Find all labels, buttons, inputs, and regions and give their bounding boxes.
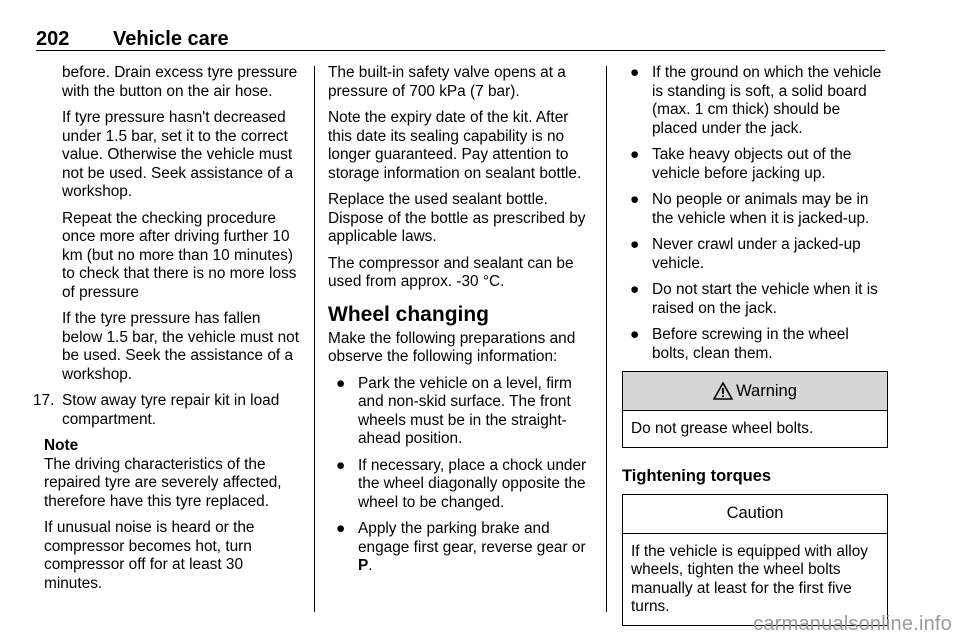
paragraph: If the tyre pressure has fallen below 1.5 bar, the vehicle must not be used. Seek the assistance of a workshop. [62,310,299,383]
list-item [622,281,888,318]
warning-triangle-icon [713,382,733,400]
step-number: 17. [33,392,55,409]
list-item-text: Before screwing in the wheel bolts, clean them. [652,326,849,362]
list-item-text: Never crawl under a jacked-up vehicle. [652,236,861,272]
list-item-text: If the ground on which the vehicle is standing is soft, a solid board (max. 1 cm thick) should be placed under the jack. [652,64,882,137]
paragraph: Replace the used sealant bottle. Dispose of the bottle as prescribed by applicable laws. [328,191,586,245]
list-item [328,520,594,576]
paragraph: If tyre pressure hasn't decreased under 1.5 bar, set it to the correct value. Otherwise the vehicle must not be used. Seek assistance of a workshop. [62,109,294,200]
paragraph: Note the expiry date of the kit. After this date its sealing capability is no longer guaranteed. Pay attention to storage information on sealant bottle. [328,109,582,182]
list-item-text: Take heavy objects out of the vehicle before jacking up. [652,146,852,182]
note-paragraph: The driving characteristics of the repaired tyre are severely affected, therefore have this tyre replaced. [44,455,282,510]
bullet-icon: ● [336,456,346,474]
bullet-icon: ● [630,64,640,81]
header-rule [36,50,885,51]
paragraph: The compressor and sealant can be used from approx. -30 °C. [328,254,574,290]
list-item [622,191,888,228]
page-header [36,28,886,50]
list-item [328,457,594,513]
list-item-text-end: . [368,557,373,574]
section-title: Vehicle care [113,28,229,50]
warning-box [622,371,888,448]
watermark: carmanualsonline.info [753,613,952,635]
step-text: Stow away tyre repair kit in load compartment. [62,392,280,428]
paragraph: before. Drain excess tyre pressure with the button on the air hose. [62,64,298,100]
caution-text: If the vehicle is equipped with alloy wheels, tighten the wheel bolts manually at least for the first five turns. [631,542,868,615]
bullet-icon: ● [630,281,640,298]
preparation-list [328,375,594,576]
heading-tightening-torques: Tightening torques [622,466,772,485]
gear-p-label: P [358,557,369,574]
bullet-icon: ● [630,146,640,163]
column-middle [328,64,594,584]
bullet-icon: ● [630,326,640,343]
list-item-text: If necessary, place a chock under the wheel diagonally opposite the wheel to be changed. [358,456,587,511]
step-17 [33,392,302,429]
caution-header [623,495,887,534]
caution-box [622,494,888,626]
safety-list [622,64,888,363]
list-item-text: No people or animals may be in the vehicle when it is jacked-up. [652,191,870,227]
note-title: Note [44,437,79,454]
list-item [622,326,888,363]
bullet-icon: ● [630,236,640,253]
heading-wheel-changing: Wheel changing [328,302,490,326]
column-right [622,64,888,626]
caution-title: Caution [726,504,784,523]
warning-header [623,372,887,411]
list-item-text: Park the vehicle on a level, firm and non-skid surface. The front wheels must be in the straight-ahead position. [358,374,572,447]
warning-text: Do not grease wheel bolts. [631,420,814,437]
note-paragraph: If unusual noise is heard or the compressor becomes hot, turn compressor off for at least 30 minutes. [44,519,255,592]
list-item-text: Apply the parking brake and engage first gear, reverse gear or [358,520,586,556]
list-item [622,64,888,138]
warning-title: Warning [736,381,797,400]
intro-paragraph: Make the following preparations and observe the following information: [328,329,576,365]
bullet-icon: ● [336,520,346,537]
bullet-icon: ● [630,191,640,208]
paragraph: The built-in safety valve opens at a pressure of 700 kPa (7 bar). [328,64,566,100]
bullet-icon: ● [336,374,346,392]
column-divider [314,66,315,612]
list-item [622,146,888,183]
column-left [33,64,302,601]
list-item [328,375,594,449]
paragraph: Repeat the checking procedure once more after driving further 10 km (but no more than 10 minutes) to check that there is no more loss of pressure [62,209,297,301]
column-divider [606,66,607,612]
list-item-text: Do not start the vehicle when it is raised on the jack. [652,281,878,317]
list-item [622,236,888,273]
page-number: 202 [36,28,70,50]
